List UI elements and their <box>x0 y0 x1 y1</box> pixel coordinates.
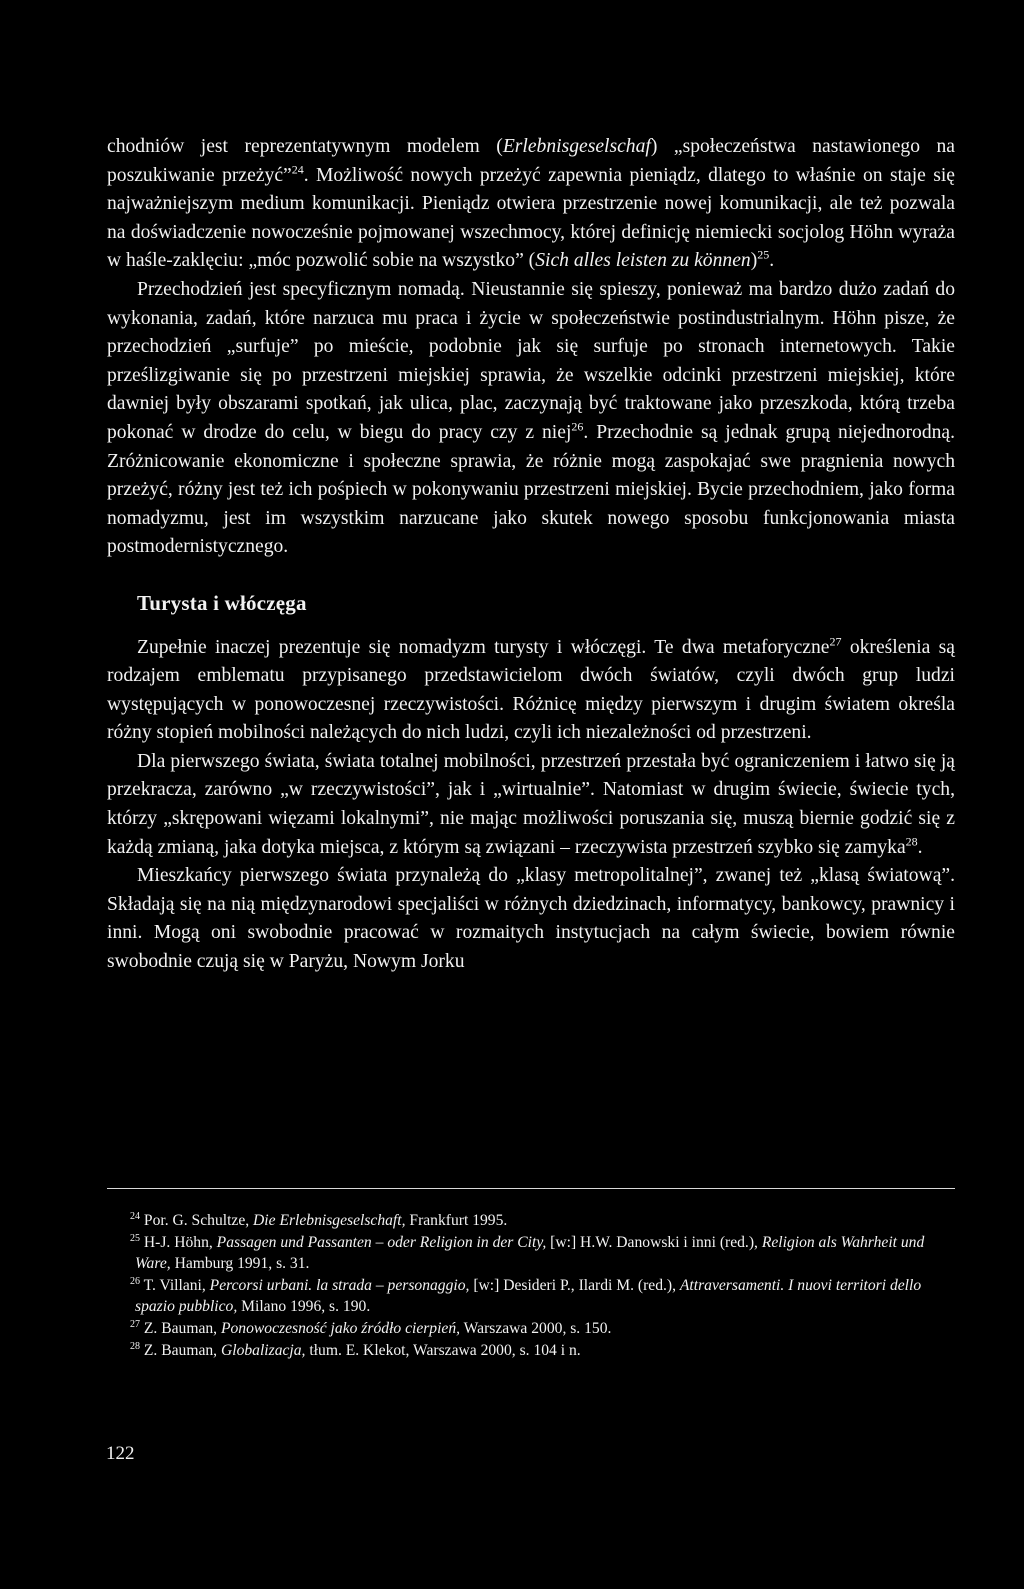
paragraph-1 <box>107 133 955 276</box>
footnote-ref-27: 27 <box>829 633 842 648</box>
p2-text-1: Przechodzień jest specyficznym nomadą. Nieustannie się spieszy, ponieważ ma bardzo dużo zadań do wykonania, zadań, które narzuca mu praca i życie w społeczeństwie postindustrialnym. Höhn pisze, że przechodzień „surfuje” po mieście, podobnie jak się surfuje po stronach internetowych. Takie prześlizgiwanie się po przestrzeni miejskiej sprawia, że wszelkie odcinki przestrzeni miejskiej, które dawniej były obszarami spotkań, jak ulica, plac, zaczynają być traktowane jako przeszkoda, którą trzeba pokonać w drodze do celu, w biegu do pracy czy z niej <box>107 278 955 443</box>
footnote-text: Z. Bauman, <box>140 1342 221 1359</box>
p1-italic-1: Erlebnisgeselschaf <box>502 136 651 157</box>
page-number: 122 <box>106 1443 135 1464</box>
footnote-number: 27 <box>130 1318 140 1330</box>
p5-text-1: Mieszkańcy pierwszego świata przynależą do „klasy metropolitalnej”, zwanej też „klasą światową”. Składają się na nią międzynarodowi specjaliści w różnych dziedzinach, informatycy, bankowcy, prawnicy i inni. Mogą oni swobodnie pracować w rozmaitych instytucjach na całym świecie, bowiem równie swobodnie czują się w Paryżu, Nowym Jorku <box>107 865 955 973</box>
footnote-title: Globalizacja, <box>220 1342 306 1359</box>
footnotes <box>130 1210 950 1362</box>
footnote-title: Die Erlebnisgeselschaft, <box>253 1212 406 1229</box>
footnote-25 <box>130 1232 950 1274</box>
footnote-27 <box>130 1318 950 1339</box>
footnote-number: 26 <box>130 1275 140 1287</box>
footnote-ref-25: 25 <box>757 247 770 262</box>
footnote-title: Percorsi urbani. la strada – personaggio, <box>209 1277 470 1294</box>
footnote-text: T. Villani, <box>140 1277 210 1294</box>
paragraph-5 <box>107 862 955 976</box>
p1-italic-2: Sich alles leisten zu können <box>535 250 751 272</box>
footnote-ref-24: 24 <box>291 162 304 177</box>
section-heading: Turysta i włóczęga <box>137 590 307 615</box>
p3-text-2: określenia są rodzajem emblematu przypisanego przedstawicielom dwóch światów, czyli dwóch grup ludzi występujących w ponowoczesnej rzeczywistości. Różnicę między pierwszym i drugim światem określa różny stopień mobilności należących do nich ludzi, czyli ich niezależności od przestrzeni. <box>107 636 955 744</box>
footnote-title: Attraversamenti. I nuovi territori dello spazio pubblico, <box>135 1277 922 1315</box>
footnote-number: 25 <box>130 1232 140 1244</box>
p1-text-5: . <box>769 250 775 272</box>
paragraph-3 <box>107 634 955 748</box>
footnote-28 <box>130 1340 950 1361</box>
footnote-text: [w:] Desideri P., Ilardi M. (red.), <box>469 1277 680 1294</box>
footnote-text: H-J. Höhn, <box>140 1234 217 1251</box>
footnote-title: Religion als Wahrheit und Ware, <box>135 1234 925 1272</box>
footnote-text: Hamburg 1991, s. 31. <box>170 1255 310 1272</box>
p4-text-2: . <box>917 836 923 858</box>
p4-text-1: Dla pierwszego świata, świata totalnej mobilności, przestrzeń przestała być ograniczeniem i łatwo się ją przekracza, zarówno „w rzeczywistości”, jak i „wirtualnie”. Natomiast w drugim świecie, świecie tych, którzy „skrępowani więzami lokalnymi”, nie mając możliwości poruszania się, muszą biernie godzić się z każdą zmianą, jaka dotyka miejsca, z którym są związani – rzeczywista przestrzeń szybko się zamyka <box>107 750 955 858</box>
footnote-title: Passagen und Passanten – oder Religion in der City, <box>216 1234 547 1251</box>
footnote-separator <box>107 1188 955 1189</box>
paragraph-4 <box>107 748 955 862</box>
footnote-text: tłum. E. Klekot, Warszawa 2000, s. 104 i n. <box>305 1342 581 1359</box>
p3-text-1: Zupełnie inaczej prezentuje się nomadyzm turysty i włóczęgi. Te dwa metaforyczne <box>137 636 830 658</box>
footnote-text: Warszawa 2000, s. 150. <box>460 1320 612 1337</box>
footnote-title: Ponowoczesność jako źródło cierpień, <box>220 1320 461 1337</box>
paragraph-2 <box>107 276 955 562</box>
footnote-26 <box>130 1275 950 1317</box>
footnote-text: Por. G. Schultze, <box>140 1212 254 1229</box>
footnote-number: 28 <box>130 1340 140 1352</box>
p2-text-2: . Przechodnie są jednak grupą niejednorodną. Zróżnicowanie ekonomiczne i społeczne sprawia, że różnie mogą zaspokajać swe pragnienia nowych przeżyć, różny jest też ich pośpiech w pokonywaniu przestrzeni miejskiej. Bycie przechodniem, jako forma nomadyzmu, jest im wszystkim narzucane jako skutek nowego sposobu funkcjonowania miasta postmodernistycznego. <box>107 421 956 558</box>
footnote-number: 24 <box>130 1210 140 1222</box>
footnote-ref-26: 26 <box>571 419 584 434</box>
footnote-24 <box>130 1210 950 1231</box>
p1-text-2: ) „społeczeństwa nastawionego na poszukiwanie przeżyć” <box>107 136 956 186</box>
main-text <box>107 133 955 977</box>
p1-text-1: chodniów jest reprezentatywnym modelem ( <box>107 136 503 157</box>
footnote-text: [w:] H.W. Danowski i inni (red.), <box>546 1234 762 1251</box>
p1-text-4: ) <box>750 250 758 272</box>
footnote-text: Z. Bauman, <box>140 1320 221 1337</box>
footnote-text: Milano 1996, s. 190. <box>237 1298 371 1315</box>
footnote-text: Frankfurt 1995. <box>405 1212 508 1229</box>
p1-text-3: . Możliwość nowych przeżyć zapewnia pieniądz, dlatego to właśnie on staje się najważniejszym medium komunikacji. Pieniądz otwiera przestrzenie nowej komunikacji, ale też pozwala na doświadczenie nowocześnie pojmowanej wszechmocy, której definicję niemiecki socjolog Höhn wyraża w haśle-zaklęciu: „móc pozwolić sobie na wszystko” ( <box>107 164 955 272</box>
footnote-ref-28: 28 <box>905 834 918 849</box>
